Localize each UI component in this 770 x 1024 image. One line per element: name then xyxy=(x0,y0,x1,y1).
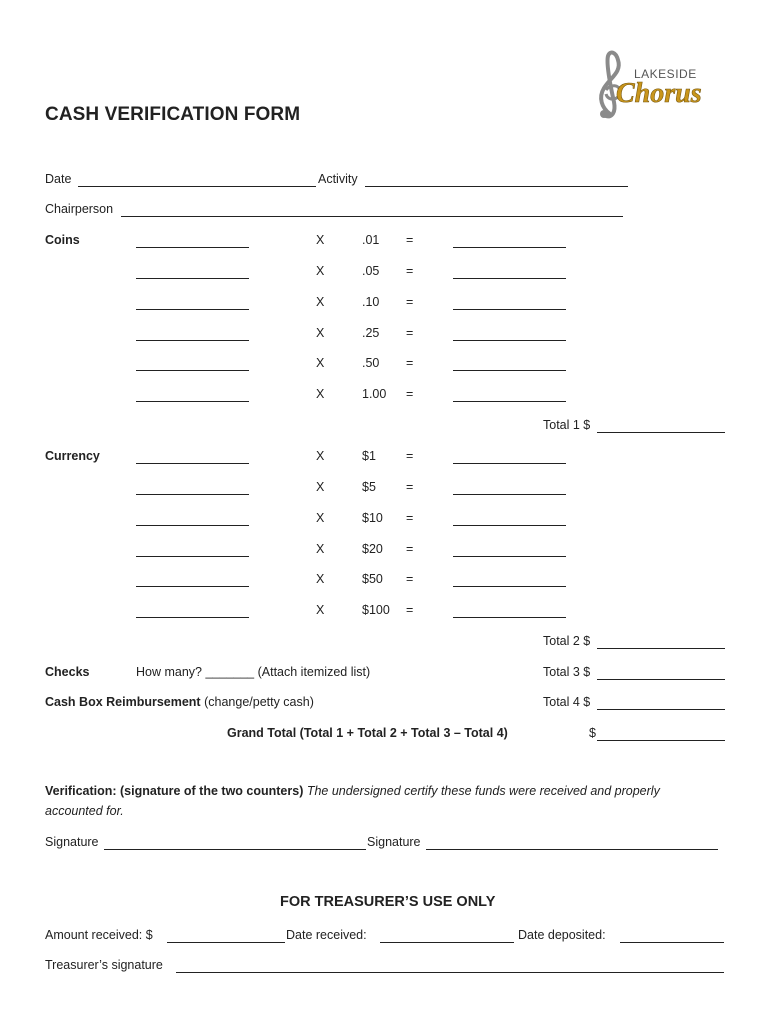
multiply-sign: X xyxy=(316,572,325,586)
chairperson-label: Chairperson xyxy=(45,202,114,216)
coin-denomination: .10 xyxy=(362,295,380,309)
total3-label: Total 3 $ xyxy=(543,665,591,679)
currency-amount-line[interactable] xyxy=(453,463,566,464)
currency-denomination: $10 xyxy=(362,511,383,525)
cash-box-label: Cash Box Reimbursement xyxy=(45,695,201,709)
grand-total-label: Grand Total (Total 1 + Total 2 + Total 3 – Total 4) xyxy=(227,726,508,740)
currency-count-line[interactable] xyxy=(136,556,249,557)
multiply-sign: X xyxy=(316,603,325,617)
multiply-sign: X xyxy=(316,480,325,494)
multiply-sign: X xyxy=(316,449,325,463)
equals-sign: = xyxy=(406,449,414,463)
signature-field-1[interactable] xyxy=(104,849,366,850)
activity-field-line[interactable] xyxy=(365,186,628,187)
currency-count-line[interactable] xyxy=(136,494,249,495)
total4-field-line[interactable] xyxy=(597,709,725,710)
coin-count-line[interactable] xyxy=(136,309,249,310)
equals-sign: = xyxy=(406,233,414,247)
multiply-sign: X xyxy=(316,233,325,247)
total2-label: Total 2 $ xyxy=(543,634,591,648)
multiply-sign: X xyxy=(316,542,325,556)
date-label: Date xyxy=(45,172,72,186)
currency-denomination: $1 xyxy=(362,449,376,463)
currency-denomination: $50 xyxy=(362,572,383,586)
treasurer-signature-label: Treasurer’s signature xyxy=(45,958,163,972)
lakeside-chorus-logo xyxy=(588,44,710,122)
signature-label-2: Signature xyxy=(367,835,421,849)
form-title: CASH VERIFICATION FORM xyxy=(45,104,301,125)
cash-box-row xyxy=(45,695,314,709)
currency-count-line[interactable] xyxy=(136,586,249,587)
currency-label: Currency xyxy=(45,449,100,463)
grand-total-dollar: $ xyxy=(589,726,596,740)
equals-sign: = xyxy=(406,480,414,494)
currency-denomination: $20 xyxy=(362,542,383,556)
signature-field-2[interactable] xyxy=(426,849,718,850)
currency-amount-line[interactable] xyxy=(453,525,566,526)
currency-amount-line[interactable] xyxy=(453,494,566,495)
coin-count-line[interactable] xyxy=(136,247,249,248)
date-deposited-label: Date deposited: xyxy=(518,928,606,942)
currency-denomination: $100 xyxy=(362,603,390,617)
equals-sign: = xyxy=(406,264,414,278)
chairperson-field-line[interactable] xyxy=(121,216,623,217)
amount-received-label: Amount received: $ xyxy=(45,928,153,942)
verification-statement: The undersigned certify these funds were received and properly xyxy=(306,784,660,798)
coin-amount-line[interactable] xyxy=(453,278,566,279)
equals-sign: = xyxy=(406,542,414,556)
total3-field-line[interactable] xyxy=(597,679,725,680)
total1-field-line[interactable] xyxy=(597,432,725,433)
equals-sign: = xyxy=(406,387,414,401)
coin-denomination: .50 xyxy=(362,356,380,370)
logo-script-word: Chorus xyxy=(616,78,702,109)
coin-count-line[interactable] xyxy=(136,278,249,279)
coins-label: Coins xyxy=(45,233,80,247)
coin-amount-line[interactable] xyxy=(453,340,566,341)
coin-denomination: .25 xyxy=(362,326,380,340)
verification-line-1 xyxy=(45,784,660,798)
equals-sign: = xyxy=(406,295,414,309)
signature-label-1: Signature xyxy=(45,835,99,849)
multiply-sign: X xyxy=(316,511,325,525)
total1-label: Total 1 $ xyxy=(543,418,591,432)
coin-denomination: 1.00 xyxy=(362,387,387,401)
checks-how-many[interactable]: How many? _______ (Attach itemized list) xyxy=(136,665,371,679)
checks-label: Checks xyxy=(45,665,90,679)
verification-statement-cont: accounted for. xyxy=(45,804,124,818)
date-received-field[interactable] xyxy=(380,942,514,943)
multiply-sign: X xyxy=(316,356,325,370)
equals-sign: = xyxy=(406,603,414,617)
total4-label: Total 4 $ xyxy=(543,695,591,709)
amount-received-field[interactable] xyxy=(167,942,285,943)
equals-sign: = xyxy=(406,572,414,586)
coin-amount-line[interactable] xyxy=(453,401,566,402)
coin-count-line[interactable] xyxy=(136,340,249,341)
verification-label: Verification: (signature of the two counters) xyxy=(45,784,304,798)
currency-denomination: $5 xyxy=(362,480,376,494)
equals-sign: = xyxy=(406,356,414,370)
coin-amount-line[interactable] xyxy=(453,247,566,248)
currency-amount-line[interactable] xyxy=(453,556,566,557)
currency-count-line[interactable] xyxy=(136,463,249,464)
coin-denomination: .01 xyxy=(362,233,380,247)
activity-label: Activity xyxy=(318,172,358,186)
coin-count-line[interactable] xyxy=(136,370,249,371)
multiply-sign: X xyxy=(316,264,325,278)
currency-count-line[interactable] xyxy=(136,617,249,618)
equals-sign: = xyxy=(406,511,414,525)
currency-amount-line[interactable] xyxy=(453,586,566,587)
multiply-sign: X xyxy=(316,387,325,401)
date-deposited-field[interactable] xyxy=(620,942,724,943)
currency-amount-line[interactable] xyxy=(453,617,566,618)
treasurer-signature-field[interactable] xyxy=(176,972,724,973)
equals-sign: = xyxy=(406,326,414,340)
coin-denomination: .05 xyxy=(362,264,380,278)
currency-count-line[interactable] xyxy=(136,525,249,526)
logo-top-word: LAKESIDE xyxy=(634,67,697,81)
grand-total-field-line[interactable] xyxy=(597,740,725,741)
multiply-sign: X xyxy=(316,326,325,340)
treasurer-heading: FOR TREASURER’S USE ONLY xyxy=(280,894,496,910)
coin-amount-line[interactable] xyxy=(453,370,566,371)
date-field-line[interactable] xyxy=(78,186,316,187)
coin-count-line[interactable] xyxy=(136,401,249,402)
total2-field-line[interactable] xyxy=(597,648,725,649)
date-received-label: Date received: xyxy=(286,928,367,942)
cash-box-note: (change/petty cash) xyxy=(204,695,314,709)
coin-amount-line[interactable] xyxy=(453,309,566,310)
multiply-sign: X xyxy=(316,295,325,309)
